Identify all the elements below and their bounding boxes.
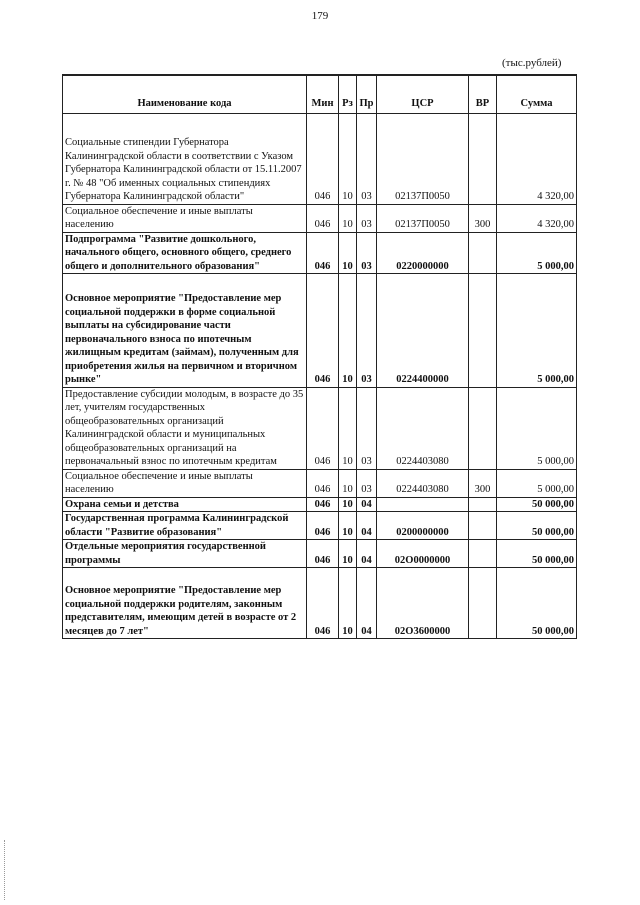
header-csr: ЦСР bbox=[377, 75, 469, 114]
row-sum: 50 000,00 bbox=[497, 568, 577, 639]
row-sum: 50 000,00 bbox=[497, 497, 577, 512]
header-sum: Сумма bbox=[497, 75, 577, 114]
header-vr: ВР bbox=[469, 75, 497, 114]
row-min: 046 bbox=[307, 204, 339, 232]
row-rz: 10 bbox=[339, 568, 357, 639]
table-row bbox=[63, 512, 577, 540]
row-pr: 04 bbox=[357, 512, 377, 540]
header-rz: Рз bbox=[339, 75, 357, 114]
row-sum: 50 000,00 bbox=[497, 512, 577, 540]
row-rz: 10 bbox=[339, 232, 357, 274]
row-csr: 0224403080 bbox=[377, 469, 469, 497]
row-vr bbox=[469, 274, 497, 388]
row-pr: 03 bbox=[357, 387, 377, 469]
row-csr: 0220000000 bbox=[377, 232, 469, 274]
scan-edge-marks bbox=[4, 840, 7, 900]
row-csr: 02137П0050 bbox=[377, 204, 469, 232]
row-csr: 0224403080 bbox=[377, 387, 469, 469]
row-sum: 5 000,00 bbox=[497, 274, 577, 388]
row-pr: 03 bbox=[357, 114, 377, 205]
row-vr bbox=[469, 232, 497, 274]
row-pr: 03 bbox=[357, 232, 377, 274]
header-min: Мин bbox=[307, 75, 339, 114]
row-vr: 300 bbox=[469, 204, 497, 232]
row-rz: 10 bbox=[339, 114, 357, 205]
row-rz: 10 bbox=[339, 512, 357, 540]
row-name: Социальные стипендии Губернатора Калининградской области в соответствии с Указом Губернатора Калининградской области от 15.11.2007 г. № 48 "Об именных социальных стипендиях Губернатора Калининградской области" bbox=[63, 114, 307, 205]
table-row bbox=[63, 232, 577, 274]
row-sum: 4 320,00 bbox=[497, 204, 577, 232]
table-row bbox=[63, 568, 577, 639]
table-row bbox=[63, 469, 577, 497]
row-min: 046 bbox=[307, 232, 339, 274]
row-vr bbox=[469, 114, 497, 205]
row-csr: 0224400000 bbox=[377, 274, 469, 388]
row-min: 046 bbox=[307, 387, 339, 469]
row-name: Государственная программа Калининградской области "Развитие образования" bbox=[63, 512, 307, 540]
row-rz: 10 bbox=[339, 469, 357, 497]
row-vr bbox=[469, 568, 497, 639]
row-vr bbox=[469, 540, 497, 568]
row-sum: 5 000,00 bbox=[497, 469, 577, 497]
table-row bbox=[63, 497, 577, 512]
row-pr: 04 bbox=[357, 568, 377, 639]
row-rz: 10 bbox=[339, 540, 357, 568]
row-min: 046 bbox=[307, 568, 339, 639]
row-name: Охрана семьи и детства bbox=[63, 497, 307, 512]
table-row bbox=[63, 114, 577, 205]
row-min: 046 bbox=[307, 497, 339, 512]
row-rz: 10 bbox=[339, 497, 357, 512]
table-row bbox=[63, 204, 577, 232]
row-vr bbox=[469, 387, 497, 469]
table-row bbox=[63, 387, 577, 469]
row-min: 046 bbox=[307, 114, 339, 205]
row-vr: 300 bbox=[469, 469, 497, 497]
row-min: 046 bbox=[307, 469, 339, 497]
row-name: Отдельные мероприятия государственной программы bbox=[63, 540, 307, 568]
row-pr: 04 bbox=[357, 497, 377, 512]
row-name: Социальное обеспечение и иные выплаты населению bbox=[63, 204, 307, 232]
row-sum: 5 000,00 bbox=[497, 232, 577, 274]
row-pr: 03 bbox=[357, 469, 377, 497]
row-name: Подпрограмма "Развитие дошкольного, начального общего, основного общего, среднего общего и дополнительного образования" bbox=[63, 232, 307, 274]
header-name: Наименование кода bbox=[63, 75, 307, 114]
row-sum: 4 320,00 bbox=[497, 114, 577, 205]
row-vr bbox=[469, 512, 497, 540]
units-label: (тыс.рублей) bbox=[502, 57, 562, 69]
row-vr bbox=[469, 497, 497, 512]
page-number: 179 bbox=[311, 10, 329, 22]
row-csr: 0200000000 bbox=[377, 512, 469, 540]
row-rz: 10 bbox=[339, 387, 357, 469]
row-sum: 5 000,00 bbox=[497, 387, 577, 469]
row-rz: 10 bbox=[339, 204, 357, 232]
table-row bbox=[63, 540, 577, 568]
budget-table bbox=[62, 74, 577, 639]
row-pr: 04 bbox=[357, 540, 377, 568]
table-header-row bbox=[63, 75, 577, 114]
row-csr: 02О0000000 bbox=[377, 540, 469, 568]
row-sum: 50 000,00 bbox=[497, 540, 577, 568]
table-row bbox=[63, 274, 577, 388]
row-pr: 03 bbox=[357, 204, 377, 232]
row-rz: 10 bbox=[339, 274, 357, 388]
header-pr: Пр bbox=[357, 75, 377, 114]
row-csr: 02137П0050 bbox=[377, 114, 469, 205]
row-min: 046 bbox=[307, 540, 339, 568]
row-pr: 03 bbox=[357, 274, 377, 388]
row-min: 046 bbox=[307, 512, 339, 540]
row-name: Социальное обеспечение и иные выплаты населению bbox=[63, 469, 307, 497]
row-csr: 02О3600000 bbox=[377, 568, 469, 639]
row-name: Предоставление субсидии молодым, в возрасте до 35 лет, учителям государственных общеобразовательных организаций Калининградской области и муниципальных общеобразовательных организаций на первоначальный взнос по ипотечным кредитам bbox=[63, 387, 307, 469]
row-name: Основное мероприятие "Предоставление мер социальной поддержки в форме социальной выплаты на субсидирование части первоначального взноса по ипотечным жилищным кредитам (займам), полученным для приобретения жилья на первичном и вторичном рынке" bbox=[63, 274, 307, 388]
row-csr bbox=[377, 497, 469, 512]
row-min: 046 bbox=[307, 274, 339, 388]
row-name: Основное мероприятие "Предоставление мер социальной поддержки родителям, законным представителям, имеющим детей в возрасте от 2 месяцев до 7 лет" bbox=[63, 568, 307, 639]
